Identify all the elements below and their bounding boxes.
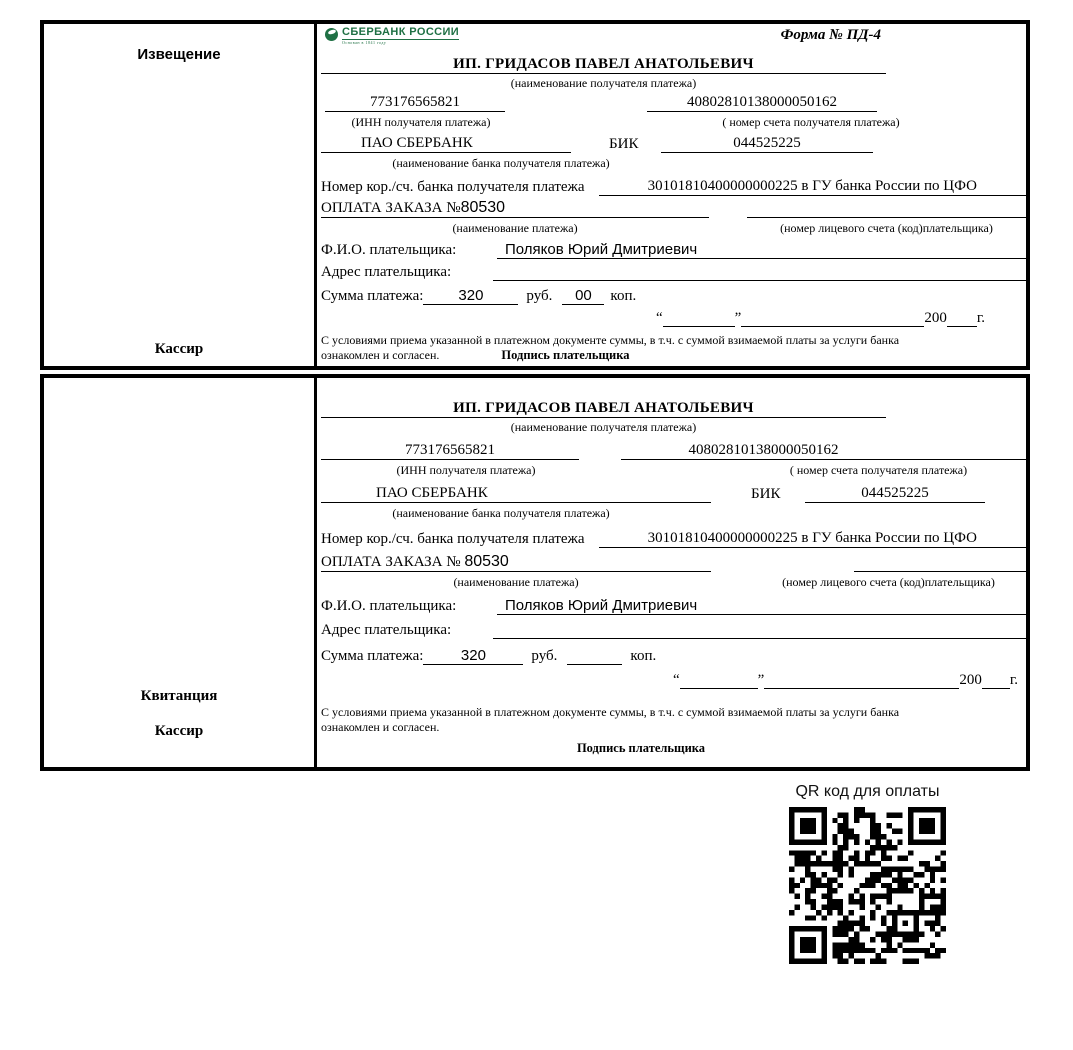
payer-fio-value: Поляков Юрий Дмитриевич	[497, 241, 1026, 259]
date-day-line	[680, 688, 758, 689]
terms-text-line1: С условиями приема указанной в платежном документе суммы, в т.ч. с суммой взимаемой платы за услуги банка	[321, 705, 900, 719]
bank-name-caption: (наименование банка получателя платежа)	[392, 506, 610, 520]
date-row	[656, 305, 1026, 327]
inn-value: 773176565821	[325, 93, 505, 112]
payment-purpose-prefix: ОПЛАТА ЗАКАЗА №	[321, 554, 465, 570]
inn-value: 773176565821	[321, 441, 579, 460]
rub-label: руб.	[526, 288, 553, 304]
payer-fio-label: Ф.И.О. плательщика:	[321, 242, 457, 258]
inn-caption: (ИНН получателя платежа)	[396, 463, 536, 477]
account-caption: ( номер счета получателя платежа)	[789, 463, 968, 477]
payer-signature-label: Подпись плательщика	[576, 741, 706, 755]
payer-address-label: Адрес плательщика:	[321, 622, 452, 638]
stub-title-notice: Извещение	[137, 46, 221, 63]
year-prefix: 200	[959, 672, 982, 688]
amount-kop-value	[567, 664, 622, 665]
bik-label: БИК	[609, 136, 639, 152]
payer-code-caption: (номер лицевого счета (код)плательщика)	[782, 575, 995, 589]
payment-slip-bottom	[40, 374, 1030, 771]
date-month-line	[741, 326, 924, 327]
recipient-name-caption: (наименование получателя платежа)	[510, 76, 697, 90]
amount-rub-value: 320	[423, 647, 523, 665]
recipient-name-caption: (наименование получателя платежа)	[510, 420, 697, 434]
terms-text-line1: С условиями приема указанной в платежном документе суммы, в т.ч. с суммой взимаемой платы за услуги банка	[321, 333, 900, 347]
date-month-line	[764, 688, 959, 689]
stub-title-receipt: Квитанция	[140, 688, 218, 704]
sberbank-logo-icon	[325, 28, 338, 41]
slip-top-stub	[44, 24, 317, 366]
terms-text-line2: ознакомлен и согласен.	[321, 720, 440, 734]
payer-fio-label: Ф.И.О. плательщика:	[321, 598, 457, 614]
qr-block	[780, 782, 955, 969]
date-day-line	[663, 326, 735, 327]
quote-close: ”	[734, 310, 742, 326]
order-number: 80530	[460, 199, 506, 216]
bank-name-value: ПАО СБЕРБАНК	[321, 134, 571, 153]
kop-label: коп.	[610, 288, 637, 304]
rub-label: руб.	[531, 648, 558, 664]
year-suffix: г.	[976, 310, 986, 326]
account-value: 40802810138000050162	[647, 93, 877, 112]
corr-account-value: 30101810400000000225 в ГУ банка России по ЦФО	[599, 177, 1026, 196]
date-row	[673, 665, 1026, 689]
sberbank-logo	[325, 26, 459, 45]
year-line	[947, 326, 977, 327]
amount-rub-value: 320	[423, 287, 518, 305]
payer-address-label: Адрес плательщика:	[321, 264, 452, 280]
corr-account-value: 30101810400000000225 в ГУ банка России по ЦФО	[599, 529, 1026, 548]
year-suffix: г.	[1009, 672, 1019, 688]
quote-open: “	[673, 672, 680, 688]
slip-top-body	[317, 24, 1026, 366]
payment-slip-top	[40, 20, 1030, 370]
quote-open: “	[656, 310, 663, 326]
form-number-label: Форма № ПД-4	[780, 27, 881, 43]
slip-bottom-body	[317, 378, 1026, 767]
payer-code-caption: (номер лицевого счета (код)плательщика)	[780, 221, 993, 235]
sberbank-logo-text: СБЕРБАНК РОССИИ	[342, 26, 460, 38]
payment-purpose-prefix: ОПЛАТА ЗАКАЗА №	[321, 200, 461, 216]
stub-cashier-label-bottom: Кассир	[154, 723, 204, 739]
year-prefix: 200	[924, 310, 947, 326]
amount-kop-value: 00	[562, 287, 604, 305]
payer-address-value	[493, 638, 1026, 639]
amount-label: Сумма платежа:	[321, 288, 424, 304]
payment-purpose-caption: (наименование платежа)	[453, 575, 579, 589]
inn-caption: (ИНН получателя платежа)	[351, 115, 491, 129]
account-caption: ( номер счета получателя платежа)	[722, 115, 900, 129]
payer-address-value	[493, 280, 1026, 281]
recipient-name: ИП. ГРИДАСОВ ПАВЕЛ АНАТОЛЬЕВИЧ	[321, 56, 886, 74]
bik-value: 044525225	[661, 134, 873, 153]
payer-signature-label: Подпись плательщика	[501, 348, 630, 362]
slip-bottom-stub	[44, 378, 317, 767]
kop-label: коп.	[630, 648, 657, 664]
terms-text-line2: ознакомлен и согласен.	[321, 348, 440, 362]
stub-cashier-label: Кассир	[154, 341, 204, 357]
payment-purpose-caption: (наименование платежа)	[452, 221, 578, 235]
bank-name-value: ПАО СБЕРБАНК	[321, 484, 711, 503]
corr-account-label: Номер кор./сч. банка получателя платежа	[321, 179, 585, 195]
corr-account-label: Номер кор./сч. банка получателя платежа	[321, 531, 585, 547]
bik-value: 044525225	[805, 484, 985, 503]
bank-name-caption: (наименование банка получателя платежа)	[392, 156, 610, 170]
order-number: 80530	[464, 553, 509, 570]
payer-code-line	[747, 217, 1026, 218]
bik-label: БИК	[751, 486, 781, 502]
year-line	[982, 688, 1010, 689]
quote-close: ”	[757, 672, 765, 688]
payer-code-line	[854, 571, 1026, 572]
sberbank-logo-tagline: Основан в 1841 году	[342, 40, 387, 45]
amount-label: Сумма платежа:	[321, 648, 424, 664]
recipient-name: ИП. ГРИДАСОВ ПАВЕЛ АНАТОЛЬЕВИЧ	[321, 400, 886, 418]
payer-fio-value: Поляков Юрий Дмитриевич	[497, 597, 1026, 615]
account-value: 40802810138000050162	[621, 441, 1026, 460]
logo-and-form-row	[321, 26, 1026, 50]
qr-code	[789, 807, 946, 964]
qr-caption: QR код для оплаты	[795, 783, 940, 800]
